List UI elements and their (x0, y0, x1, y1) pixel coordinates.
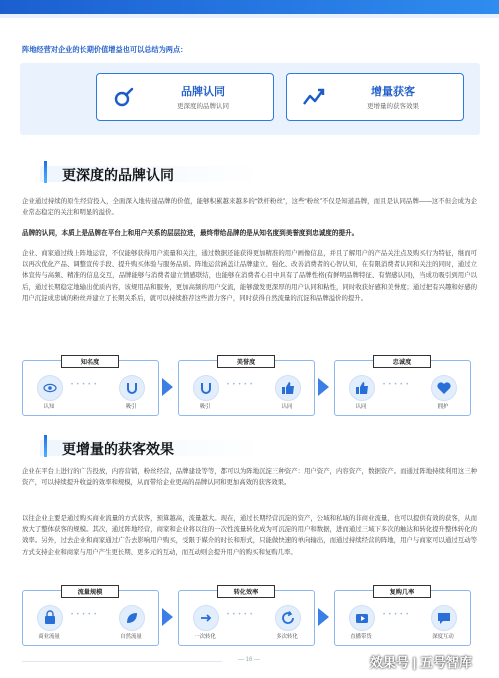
diagram-repurchase-rate (334, 590, 471, 646)
magnet-icon (193, 375, 219, 401)
card-subtitle: 更深度的品牌认同 (177, 103, 229, 110)
section1-bold-statement: 品牌的认同，本质上是品牌在平台上和用户关系的层层拉进，最终带给品牌的是从知名度到美誉度到忠诚度的提升。 (22, 230, 359, 237)
card-subtitle: 更增量的获客效果 (367, 103, 419, 110)
diagram-left-label: 认同 (355, 404, 367, 410)
flow-dots: • • • • • (383, 382, 410, 388)
diagram-loyalty (334, 360, 471, 416)
magnet-icon (119, 375, 145, 401)
diagram-awareness (22, 360, 159, 416)
diagram-right-label: 深度互动 (432, 634, 454, 640)
growth-chart-icon (301, 84, 327, 110)
card-title: 增量获客 (371, 86, 415, 98)
intro-line: 阵地经营对企业的长期价值增益也可以总结为两点： (22, 45, 188, 54)
thumbs-up-icon (349, 375, 375, 401)
diagram-tab: 转化效率 (217, 585, 275, 598)
thumbs-up-icon (275, 375, 301, 401)
card-brand-recognition (96, 73, 274, 121)
top-banner-shadow (0, 14, 499, 18)
flow-dots: • • • • • (227, 612, 254, 618)
section1-paragraph-2: 企业、商家通过线上阵地运营，不仅能够获得用户流量和关注，通过数据还能获得更加精准的用户画像信息，并且了解用户的产品关注点及购买行为特征，继而可以再次优化产品、调整宣传手段、提升购买体验与服务品质。阵地运营涵盖让品牌建立、强化、改善消费者的心智认知，在有限消费者认同和关注的同时，通过立体宣传与高频、精准的信息交互，品牌能够与消费者建立情感联结，也能够在消费者心目中具有了品牌性格(有鲜明品牌特征、有情感认同)，当成功吸引到用户以后，通过长期稳定地输出优质内容，该规用品和服务，更加高频的用户交流，能够激发更深厚的用户认同和粘性，同时收获好感和美誉度；通过把有兴趣和好感的用户沉淀成忠诚的粉丝并建立了长期关系后，就可以持续推荐这些潜力客户，同时获得自然流量的沉淀和品牌溢价的提升。 (22, 250, 477, 302)
diagram-left-label: 认知 (43, 404, 55, 410)
diagram-right-label: 多次转化 (276, 634, 298, 640)
diagram-tab: 美誉度 (217, 355, 275, 368)
flow-dots: • • • • • (227, 382, 254, 388)
diagram-right-label: 吸引 (125, 404, 137, 410)
diagram-left-label: 一次转化 (194, 634, 216, 640)
value-summary-panel (20, 63, 480, 135)
section2-paragraph-1: 企业在平台上进行的广告投放，内容营销，粉丝经营，品牌建设等等，都可以为阵地沉淀三种资产：用户资产，内容资产，数据资产。而通过阵地持续利用这三种资产，可以持续提升收益的效率和规模，从而带给企业更高的品牌认同和更加高效的获客效果。 (22, 468, 477, 487)
diagram-tab: 流量规模 (61, 585, 119, 598)
heart-icon (431, 375, 457, 401)
footer-divider (22, 661, 222, 662)
section-marker (44, 435, 47, 457)
diagram-conversion-efficiency (178, 590, 315, 646)
live-icon (349, 605, 375, 631)
diagram-right-label: 自然流量 (120, 634, 142, 640)
diagram-traffic-scale (22, 590, 159, 646)
arrow-icon (162, 378, 173, 396)
watermark: 效果号 | 五号智库 (370, 655, 472, 670)
section-marker (44, 161, 47, 183)
diagram-reputation (178, 360, 315, 416)
top-banner (0, 0, 499, 14)
leaf-icon (119, 605, 145, 631)
page-number: — 16 — (238, 657, 261, 663)
arrow-icon (318, 608, 329, 626)
flow-dots: • • • • • (71, 612, 98, 618)
section-title: 更深度的品牌认同 (62, 167, 174, 183)
arrow-icon (162, 608, 173, 626)
chat-icon (431, 605, 457, 631)
diagram-left-label: 吸引 (199, 404, 211, 410)
diagram-tab: 忠诚度 (373, 355, 431, 368)
diagram-tab: 复购几率 (373, 585, 431, 598)
diagram-right-label: 拥护 (437, 404, 449, 410)
diagram-right-label: 认同 (281, 404, 293, 410)
section1-paragraph-1: 企业通过持续的原生经营投入，全面深入地传递品牌的价值，能够积累越来越多的“铁杆粉丝”，这些“粉丝”不仅是知道品牌，而且是认同品牌——这不但会成为企业常态稳定的关注和明显的溢价。 (22, 198, 477, 217)
bag-icon (37, 605, 63, 631)
card-incremental-acquisition (286, 73, 464, 121)
magnifier-icon (111, 84, 137, 110)
diagram-left-label: 直播带货 (350, 634, 372, 640)
diagram-tab: 知名度 (61, 355, 119, 368)
diagram-left-label: 商业流量 (38, 634, 60, 640)
arrow-icon (318, 378, 329, 396)
flow-dots: • • • • • (383, 612, 410, 618)
arrow-icon (193, 605, 219, 631)
flow-dots: • • • • • (71, 382, 98, 388)
section2-paragraph-2: 以往企业主要是通过购买商业流量的方式获客，预算越高，流量越大。现在，通过长期经营沉淀的资产，公域和私域的非商业流量，也可以提供有效的获客，从而放大了整体获客的规模。其次，通过阵地经营，商家和企业将以往的一次性流量转化成为可沉淀的用户和数据，进而通过三域下多次的触达和转化提升整体转化的效率。另外，过去企业和商家通过广告去影响用户购买，受限于媒介的时长和形式，只能做快速的单向输出，而通过持续经营的阵地，用户与商家可以通过互动等方式支持企业和商家与用户产生更长期、更多元的互动，而互动则会提升用户的购买和复购几率。 (22, 515, 477, 556)
cycle-icon (275, 605, 301, 631)
eye-icon (37, 375, 63, 401)
card-title: 品牌认同 (181, 86, 225, 98)
section-title: 更增量的获客效果 (62, 441, 174, 457)
